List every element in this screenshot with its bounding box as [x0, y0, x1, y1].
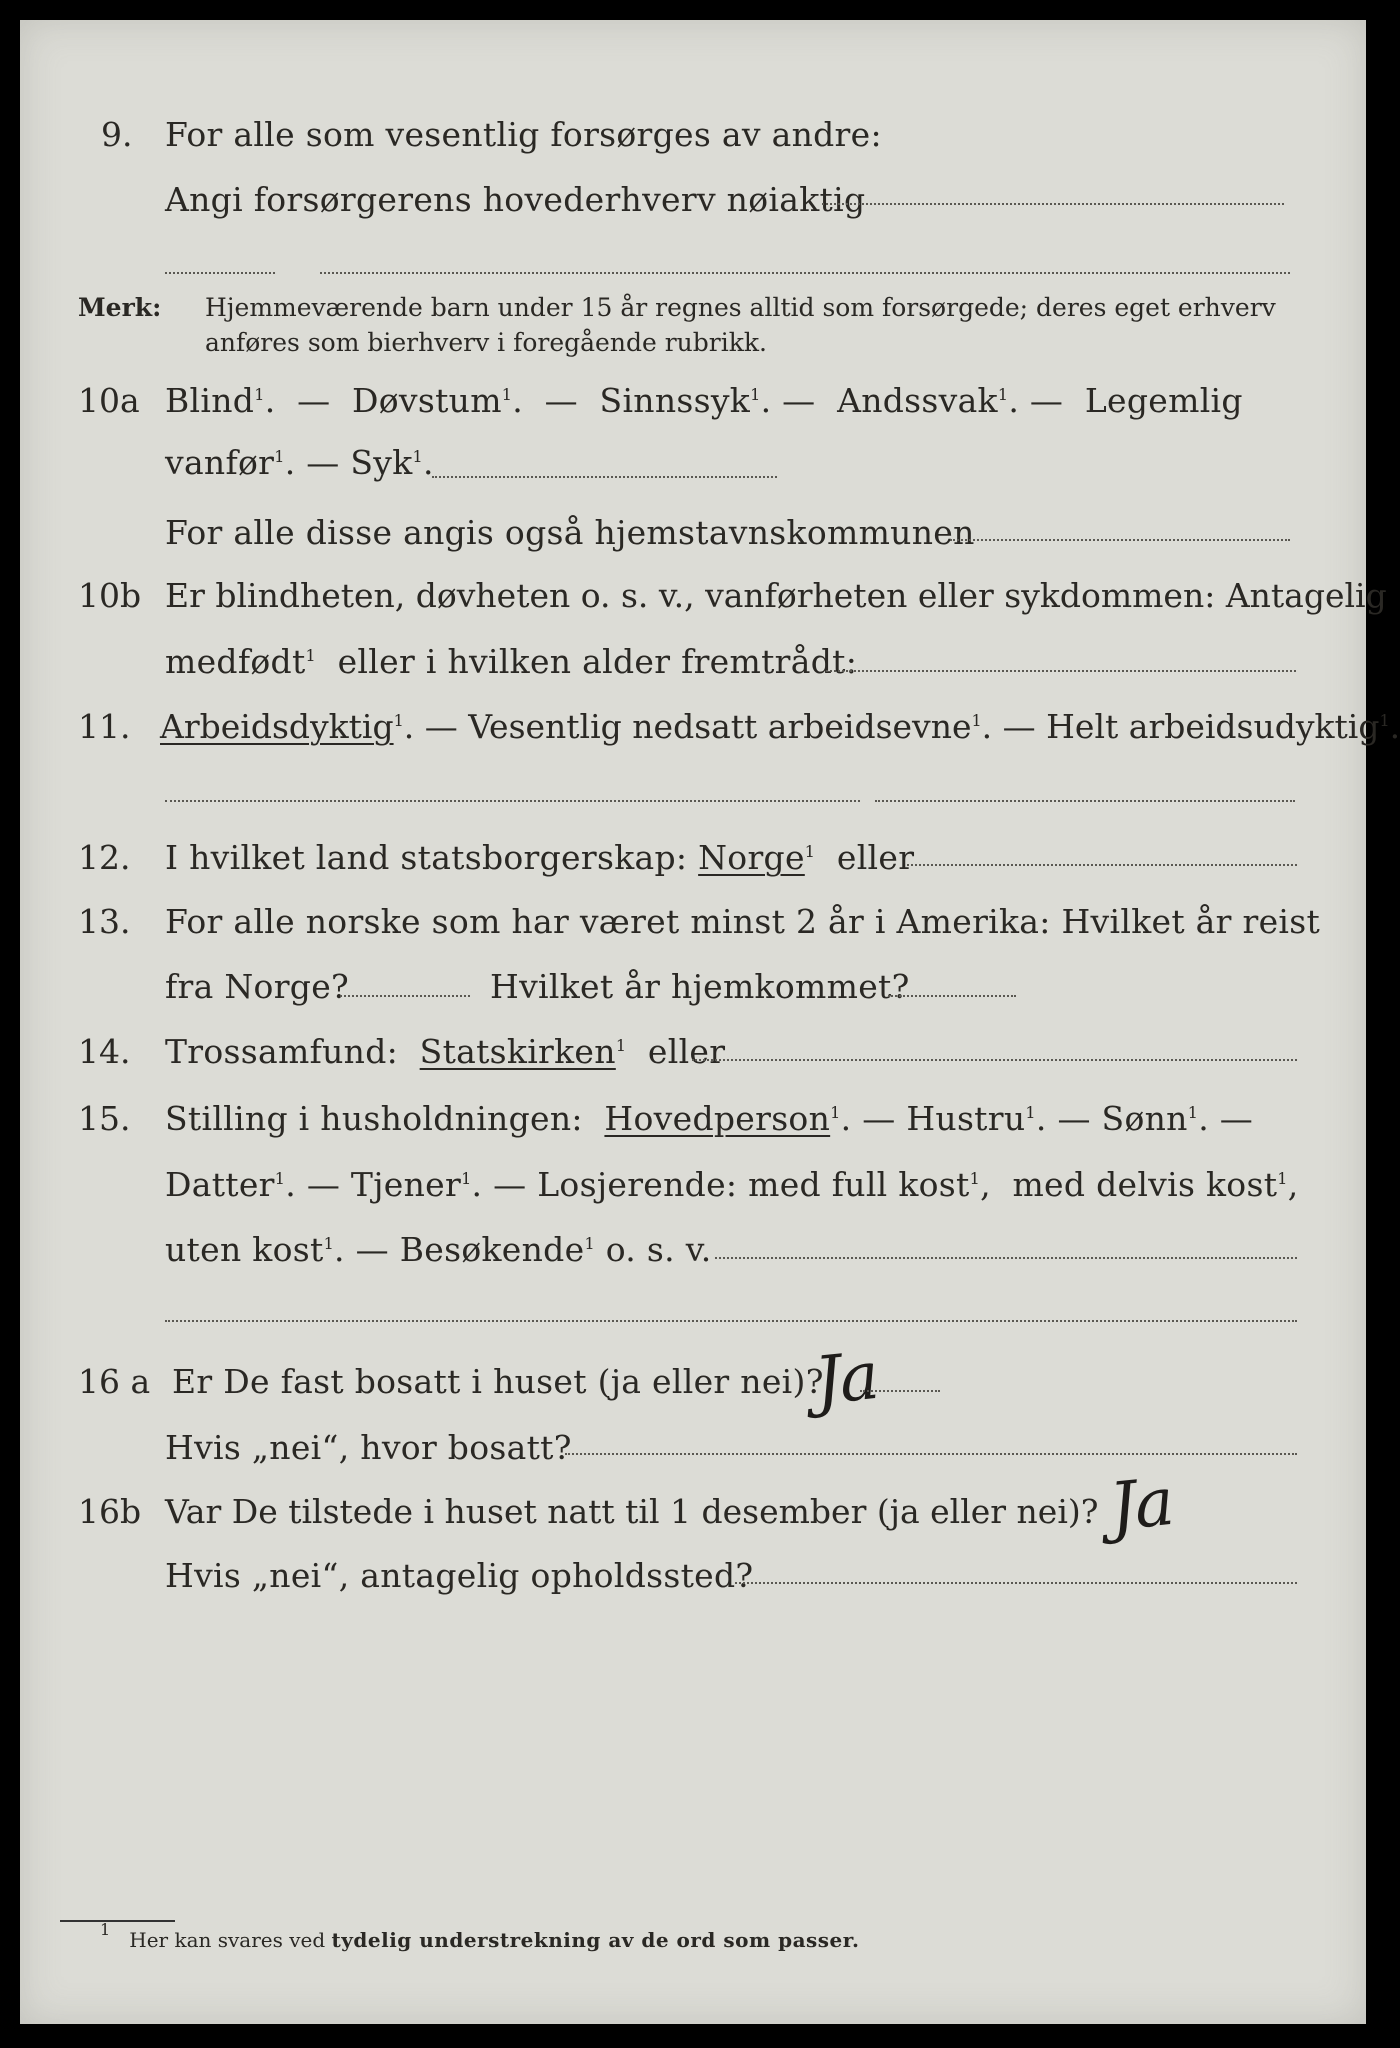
q15-line1: Stilling i husholdningen: Hovedperson$^1$. — Hustru$^1$. — Sønn$^1$. — [165, 1099, 1254, 1138]
q10a-line2: vanfør$^1$. — Syk$^1$. [165, 443, 434, 482]
q15-opt-besokende[interactable]: Besøkende [399, 1230, 585, 1269]
q15-opt-hustru[interactable]: Hustru [906, 1099, 1026, 1138]
q11-opt-udyktig[interactable]: Helt arbeidsudyktig [1046, 707, 1380, 746]
q10a-line3: For alle disse angis også hjemstavnskommunen [165, 513, 975, 552]
q15-answer-line[interactable] [715, 1257, 1297, 1259]
q15-opt-losjerende-delvis[interactable]: med delvis kost [1012, 1165, 1278, 1204]
footnote-mark: 1 [100, 1920, 111, 1939]
q10a-opt-blind[interactable]: Blind [165, 381, 255, 420]
q16a-answer-line[interactable] [860, 1390, 940, 1392]
q16a-line2: Hvis „nei“, hvor bosatt? [165, 1428, 572, 1467]
q12-number: 12. [78, 838, 131, 877]
q10b-line2-rest: eller i hvilken alder fremtrådt: [337, 642, 858, 681]
merk-label: Merk: [78, 293, 162, 322]
q10a-opt-vanfor[interactable]: vanfør [165, 443, 275, 482]
q9-number: 9. [101, 115, 133, 154]
q15-opt-hovedperson[interactable]: Hovedperson [604, 1099, 831, 1138]
q13-reist-line[interactable] [340, 995, 470, 997]
q14-opt-statskirken[interactable]: Statskirken [419, 1032, 616, 1071]
q16b-line1: Var De tilstede i huset natt til 1 desember (ja eller nei)? [165, 1492, 1099, 1531]
q10b-line1: Er blindheten, døvheten o. s. v., vanførheten eller sykdommen: Antagelig [165, 576, 1387, 615]
q10b-opt-medfodt[interactable]: medfødt [165, 642, 306, 681]
q16b-handwritten-answer: Ja [1106, 1462, 1176, 1547]
q15-line2: Datter$^1$. — Tjener$^1$. — Losjerende: med full kost$^1$, med delvis kost$^1$, [165, 1165, 1299, 1204]
q15-opt-uten-kost[interactable]: uten kost [165, 1230, 324, 1269]
q13-line1: For alle norske som har været minst 2 år i Amerika: Hvilket år reist [165, 902, 1321, 941]
q14-text: Trossamfund: [165, 1032, 399, 1071]
q12-rest: eller [836, 838, 915, 877]
q10b-number: 10b [78, 576, 142, 615]
q9-line1: For alle som vesentlig forsørges av andre: [165, 115, 882, 154]
q16a-bosatt-line[interactable] [565, 1453, 1297, 1455]
q16a-handwritten-answer: Ja [811, 1336, 881, 1421]
q10a-opt-sinnssyk[interactable]: Sinnssyk [599, 381, 751, 420]
q10b-line2: medfødt$^1$ eller i hvilken alder fremtrådt: [165, 642, 858, 681]
q15-opt-losjerende-full[interactable]: Losjerende: med full kost [537, 1165, 970, 1204]
footnote-text-bold: tydelig understrekning av de ord som passer. [331, 1928, 860, 1952]
q13-line2b: Hvilket år hjemkommet? [490, 967, 910, 1006]
q12-line: I hvilket land statsborgerskap: Norge$^1$ eller [165, 838, 915, 877]
q10a-opt-dovstum[interactable]: Døvstum [351, 381, 502, 420]
q10b-answer-line[interactable] [826, 670, 1296, 672]
q16b-line2: Hvis „nei“, antagelig opholdssted? [165, 1556, 754, 1595]
q9-answer-line-2b[interactable] [320, 272, 1290, 274]
q11-opt-arbeidsdyktig[interactable]: Arbeidsdyktig [160, 707, 394, 746]
q10a-hjemstavn-line[interactable] [950, 539, 1290, 541]
footnote [100, 1920, 860, 1955]
q14-line: Trossamfund: Statskirken$^1$ eller [165, 1032, 726, 1071]
q10a-line1: Blind$^1$. — Døvstum$^1$. — Sinnssyk$^1$. — Andssvak$^1$. — Legemlig [165, 381, 1243, 420]
q12-opt-norge[interactable]: Norge [698, 838, 805, 877]
q10a-opt-andssvak[interactable]: Andssvak [837, 381, 998, 420]
q11-answer-line-a[interactable] [165, 800, 860, 802]
q10a-answer-line[interactable] [432, 476, 777, 478]
merk-line1: Hjemmeværende barn under 15 år regnes alltid som forsørgede; deres eget erhverv [205, 293, 1276, 322]
q15-line3: uten kost$^1$. — Besøkende$^1$ o. s. v. [165, 1230, 712, 1269]
q11-number: 11. [78, 707, 131, 746]
q12-text: I hvilket land statsborgerskap: [165, 838, 688, 877]
q10a-opt-syk[interactable]: Syk [350, 443, 413, 482]
q9-line2: Angi forsørgerens hovederhverv nøiaktig [165, 180, 866, 219]
q11-line1: Arbeidsdyktig$^1$. — Vesentlig nedsatt arbeidsevne$^1$. — Helt arbeidsudyktig$^1$. [160, 707, 1400, 746]
q14-answer-line[interactable] [692, 1059, 1297, 1061]
q16b-opholdssted-line[interactable] [735, 1582, 1297, 1584]
q16a-line1: Er De fast bosatt i huset (ja eller nei)? [172, 1362, 824, 1401]
q12-answer-line[interactable] [907, 864, 1297, 866]
q9-answer-line-2a[interactable] [165, 272, 275, 274]
q13-line2a: fra Norge? [165, 967, 350, 1006]
footnote-text-plain: Her kan svares ved [129, 1928, 326, 1952]
q16b-number: 16b [78, 1492, 142, 1531]
q13-number: 13. [78, 902, 131, 941]
q13-hjemkommet-line[interactable] [888, 995, 1016, 997]
q15-number: 15. [78, 1099, 131, 1138]
q15-rest: o. s. v. [605, 1230, 712, 1269]
q15-opt-datter[interactable]: Datter [165, 1165, 275, 1204]
footnote-rule [60, 1920, 175, 1922]
merk-line2: anføres som bierhverv i foregående rubrikk. [205, 328, 767, 357]
q10a-number: 10a [78, 381, 140, 420]
q16a-number: 16 a [78, 1362, 151, 1401]
q15-opt-tjener[interactable]: Tjener [350, 1165, 462, 1204]
q9-answer-line[interactable] [822, 203, 1284, 205]
q14-rest: eller [647, 1032, 726, 1071]
q11-opt-nedsatt[interactable]: Vesentlig nedsatt arbeidsevne [468, 707, 972, 746]
q15-text: Stilling i husholdningen: [165, 1099, 583, 1138]
q15-opt-sonn[interactable]: Sønn [1101, 1099, 1188, 1138]
q15-answer-line-2[interactable] [165, 1320, 1297, 1322]
q10a-opt-legemlig[interactable]: Legemlig [1084, 381, 1243, 420]
q14-number: 14. [78, 1032, 131, 1071]
q11-answer-line-b[interactable] [875, 800, 1295, 802]
